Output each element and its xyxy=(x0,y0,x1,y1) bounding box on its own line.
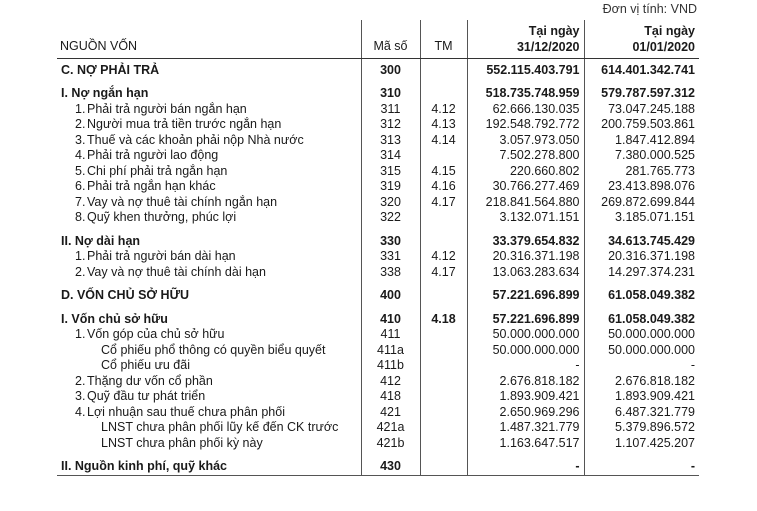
header-tm: TM xyxy=(420,20,467,58)
row-tm: 4.12 xyxy=(420,102,467,118)
row-value-2020-01-01: 269.872.699.844 xyxy=(584,195,699,211)
row-label: Vay và nợ thuê tài chính ngắn hạn xyxy=(87,194,278,209)
table-row xyxy=(57,327,699,343)
row-value-2020-01-01: 1.893.909.421 xyxy=(584,389,699,405)
row-value-2020-01-01: 7.380.000.525 xyxy=(584,148,699,164)
row-code: 315 xyxy=(361,164,420,180)
row-label: Thuế và các khoản phải nộp Nhà nước xyxy=(87,132,304,147)
row-label: Người mua trả tiền trước ngắn hạn xyxy=(87,117,282,131)
row-value-2020-12-31: 552.115.403.791 xyxy=(467,58,584,78)
table-header-row xyxy=(57,20,699,58)
row-code: 311 xyxy=(361,102,420,118)
row-value-2020-01-01: 281.765.773 xyxy=(584,164,699,180)
row-label: Vay và nợ thuê tài chính dài hạn xyxy=(87,264,266,279)
row-label: Thặng dư vốn cổ phần xyxy=(87,373,213,388)
row-value-2020-12-31: 3.057.973.050 xyxy=(467,133,584,149)
row-tm: 4.17 xyxy=(420,195,467,211)
row-code: 331 xyxy=(361,249,420,265)
header-name: NGUỒN VỐN xyxy=(57,20,361,58)
row-label: Phải trả người bán ngắn hạn xyxy=(87,101,247,116)
row-label-cell xyxy=(57,327,361,343)
row-index: 1. xyxy=(75,249,86,263)
row-index: 8. xyxy=(75,210,86,224)
row-value-2020-01-01: - xyxy=(584,455,699,475)
row-tm xyxy=(420,436,467,452)
row-tm xyxy=(420,405,467,421)
row-value-2020-01-01: 579.787.597.312 xyxy=(584,82,699,102)
row-label-cell xyxy=(57,102,361,118)
row-label: Chi phí phải trả ngắn hạn xyxy=(87,163,228,178)
row-tm xyxy=(420,374,467,390)
row-label-cell xyxy=(57,405,361,421)
row-label-cell xyxy=(57,179,361,195)
row-label: Lợi nhuận sau thuế chưa phân phối xyxy=(87,404,285,419)
row-value-2020-12-31: 7.502.278.800 xyxy=(467,148,584,164)
table-row xyxy=(57,195,699,211)
row-label: Cổ phiếu phổ thông có quyền biểu quyết xyxy=(101,342,326,357)
row-label-cell xyxy=(57,249,361,265)
row-label: Phải trả người bán dài hạn xyxy=(87,249,236,263)
row-code: 313 xyxy=(361,133,420,149)
row-value-2020-12-31: 518.735.748.959 xyxy=(467,82,584,102)
table-body xyxy=(57,58,699,475)
row-label-cell xyxy=(57,374,361,390)
row-label-cell xyxy=(57,210,361,226)
row-code: 421 xyxy=(361,405,420,421)
row-code: 314 xyxy=(361,148,420,164)
row-tm: 4.12 xyxy=(420,249,467,265)
row-value-2020-01-01: 3.185.071.151 xyxy=(584,210,699,226)
row-label-cell xyxy=(57,420,361,436)
row-label: Quỹ đầu tư phát triển xyxy=(87,389,206,403)
row-tm xyxy=(420,148,467,164)
row-label-cell xyxy=(57,436,361,452)
row-label: II. Nợ dài hạn xyxy=(61,233,141,248)
row-value-2020-12-31: 1.487.321.779 xyxy=(467,420,584,436)
row-tm xyxy=(420,284,467,304)
row-value-2020-01-01: 50.000.000.000 xyxy=(584,327,699,343)
row-value-2020-01-01: 23.413.898.076 xyxy=(584,179,699,195)
row-code: 421a xyxy=(361,420,420,436)
table-row xyxy=(57,179,699,195)
row-value-2020-01-01: 61.058.049.382 xyxy=(584,284,699,304)
table-row xyxy=(57,58,699,78)
row-value-2020-12-31: 62.666.130.035 xyxy=(467,102,584,118)
table-row xyxy=(57,308,699,328)
row-label: Cổ phiếu ưu đãi xyxy=(101,358,190,372)
row-label: LNST chưa phân phối lũy kế đến CK trước xyxy=(101,420,339,434)
row-value-2020-01-01: 20.316.371.198 xyxy=(584,249,699,265)
row-code: 322 xyxy=(361,210,420,226)
table-row xyxy=(57,210,699,226)
row-value-2020-12-31: 2.650.969.296 xyxy=(467,405,584,421)
row-label: I. Vốn chủ sở hữu xyxy=(61,311,168,326)
row-value-2020-12-31: 220.660.802 xyxy=(467,164,584,180)
row-value-2020-01-01: 6.487.321.779 xyxy=(584,405,699,421)
row-code: 300 xyxy=(361,58,420,78)
row-label: Vốn góp của chủ sở hữu xyxy=(87,327,225,341)
row-value-2020-12-31: 3.132.071.151 xyxy=(467,210,584,226)
row-tm: 4.15 xyxy=(420,164,467,180)
table-row xyxy=(57,164,699,180)
row-tm xyxy=(420,420,467,436)
table-row xyxy=(57,343,699,359)
row-value-2020-01-01: 73.047.245.188 xyxy=(584,102,699,118)
row-tm xyxy=(420,343,467,359)
row-value-2020-12-31: 2.676.818.182 xyxy=(467,374,584,390)
row-value-2020-01-01: 14.297.374.231 xyxy=(584,265,699,281)
row-label-cell xyxy=(57,58,361,78)
row-label-cell xyxy=(57,284,361,304)
row-label: Phải trả ngắn hạn khác xyxy=(87,179,216,193)
row-value-2020-01-01: 61.058.049.382 xyxy=(584,308,699,328)
row-label: D. VỐN CHỦ SỞ HỮU xyxy=(61,288,189,302)
row-index: 2. xyxy=(75,264,86,279)
row-label-cell xyxy=(57,133,361,149)
row-label-cell xyxy=(57,308,361,328)
row-index: 2. xyxy=(75,373,86,388)
row-tm xyxy=(420,327,467,343)
row-value-2020-12-31: 218.841.564.880 xyxy=(467,195,584,211)
row-code: 400 xyxy=(361,284,420,304)
row-index: 7. xyxy=(75,194,86,209)
table-row xyxy=(57,133,699,149)
row-label-cell xyxy=(57,343,361,359)
row-value-2020-12-31: 1.893.909.421 xyxy=(467,389,584,405)
row-label: I. Nợ ngắn hạn xyxy=(61,86,149,100)
row-index: 4. xyxy=(75,404,86,419)
row-value-2020-01-01: 200.759.503.861 xyxy=(584,117,699,133)
row-value-2020-12-31: 50.000.000.000 xyxy=(467,327,584,343)
header-col-2020-12-31 xyxy=(467,20,584,58)
row-value-2020-12-31: 1.163.647.517 xyxy=(467,436,584,452)
row-index: 5. xyxy=(75,163,86,178)
row-index: 4. xyxy=(75,148,86,162)
table-row xyxy=(57,249,699,265)
row-label: LNST chưa phân phối kỳ này xyxy=(101,435,263,450)
row-code: 312 xyxy=(361,117,420,133)
table-row xyxy=(57,374,699,390)
table-row xyxy=(57,148,699,164)
row-tm xyxy=(420,82,467,102)
row-value-2020-01-01: 2.676.818.182 xyxy=(584,374,699,390)
row-label-cell xyxy=(57,265,361,281)
header-col2-line2: 01/01/2020 xyxy=(632,39,695,54)
row-label: II. Nguồn kinh phí, quỹ khác xyxy=(61,459,227,473)
row-code: 410 xyxy=(361,308,420,328)
table-row xyxy=(57,284,699,304)
row-code: 338 xyxy=(361,265,420,281)
row-tm: 4.13 xyxy=(420,117,467,133)
row-label-cell xyxy=(57,358,361,374)
row-value-2020-01-01: 614.401.342.741 xyxy=(584,58,699,78)
row-label-cell xyxy=(57,230,361,250)
row-value-2020-12-31: 20.316.371.198 xyxy=(467,249,584,265)
row-value-2020-01-01: 34.613.745.429 xyxy=(584,230,699,250)
row-tm xyxy=(420,389,467,405)
row-tm xyxy=(420,230,467,250)
row-value-2020-12-31: 50.000.000.000 xyxy=(467,343,584,359)
table-row xyxy=(57,117,699,133)
row-code: 411 xyxy=(361,327,420,343)
row-value-2020-12-31: 57.221.696.899 xyxy=(467,308,584,328)
row-label-cell xyxy=(57,82,361,102)
table-row xyxy=(57,420,699,436)
row-tm xyxy=(420,210,467,226)
header-col1-line2: 31/12/2020 xyxy=(516,39,580,54)
unit-label: Đơn vị tính: VND xyxy=(602,2,697,16)
row-code: 320 xyxy=(361,195,420,211)
row-code: 418 xyxy=(361,389,420,405)
row-code: 411b xyxy=(361,358,420,374)
row-tm: 4.14 xyxy=(420,133,467,149)
row-value-2020-01-01: 50.000.000.000 xyxy=(584,343,699,359)
table-row xyxy=(57,455,699,475)
row-label: Quỹ khen thưởng, phúc lợi xyxy=(87,210,237,224)
row-value-2020-01-01: 5.379.896.572 xyxy=(584,420,699,436)
row-label-cell xyxy=(57,455,361,475)
header-col1-line1: Tại ngày xyxy=(528,23,580,38)
row-code: 430 xyxy=(361,455,420,475)
row-code: 421b xyxy=(361,436,420,452)
row-label-cell xyxy=(57,117,361,133)
row-index: 3. xyxy=(75,132,86,147)
row-tm xyxy=(420,58,467,78)
row-code: 330 xyxy=(361,230,420,250)
header-col-2020-01-01 xyxy=(584,20,699,58)
table-row xyxy=(57,102,699,118)
row-index: 6. xyxy=(75,179,86,193)
table-row xyxy=(57,82,699,102)
row-value-2020-12-31: 192.548.792.772 xyxy=(467,117,584,133)
row-value-2020-01-01: 1.847.412.894 xyxy=(584,133,699,149)
header-col2-line1: Tại ngày xyxy=(644,23,695,38)
row-code: 412 xyxy=(361,374,420,390)
row-label-cell xyxy=(57,164,361,180)
header-code: Mã số xyxy=(361,20,420,58)
table-row xyxy=(57,265,699,281)
row-index: 2. xyxy=(75,117,86,131)
row-label: Phải trả người lao động xyxy=(87,148,219,162)
row-label-cell xyxy=(57,389,361,405)
row-code: 310 xyxy=(361,82,420,102)
table-row xyxy=(57,436,699,452)
row-value-2020-01-01: - xyxy=(584,358,699,374)
row-value-2020-12-31: 33.379.654.832 xyxy=(467,230,584,250)
row-tm xyxy=(420,455,467,475)
row-code: 411a xyxy=(361,343,420,359)
table-row xyxy=(57,389,699,405)
table-row xyxy=(57,405,699,421)
row-code: 319 xyxy=(361,179,420,195)
row-value-2020-12-31: 13.063.283.634 xyxy=(467,265,584,281)
row-value-2020-01-01: 1.107.425.207 xyxy=(584,436,699,452)
row-tm: 4.16 xyxy=(420,179,467,195)
row-value-2020-12-31: 30.766.277.469 xyxy=(467,179,584,195)
row-tm xyxy=(420,358,467,374)
row-tm: 4.18 xyxy=(420,308,467,328)
row-value-2020-12-31: - xyxy=(467,455,584,475)
row-index: 1. xyxy=(75,327,86,341)
row-label: C. NỢ PHẢI TRẢ xyxy=(61,62,160,77)
row-tm: 4.17 xyxy=(420,265,467,281)
row-label-cell xyxy=(57,195,361,211)
row-value-2020-12-31: - xyxy=(467,358,584,374)
table-row xyxy=(57,358,699,374)
row-index: 3. xyxy=(75,389,86,403)
row-label-cell xyxy=(57,148,361,164)
table-row xyxy=(57,230,699,250)
balance-sheet-table xyxy=(57,20,699,476)
row-value-2020-12-31: 57.221.696.899 xyxy=(467,284,584,304)
row-index: 1. xyxy=(75,101,86,116)
